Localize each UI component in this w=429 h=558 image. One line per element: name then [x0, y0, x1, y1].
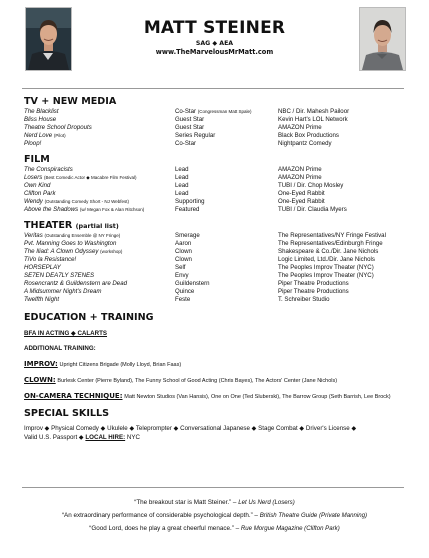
tv-credit-row	[24, 108, 408, 116]
credit-title	[24, 108, 59, 116]
credit-company: The Representatives/Edinburgh Fringe	[278, 240, 383, 247]
credit-role-text: Quince	[175, 288, 195, 295]
credit-role	[175, 248, 192, 256]
theater-credit-row	[24, 264, 408, 272]
credit-note: (Outstanding Comedy Short - NJ Webfest)	[44, 199, 130, 204]
credit-company: One-Eyed Rabbit	[278, 198, 325, 205]
theater-credit-row	[24, 288, 408, 296]
credit-note: (workshop)	[100, 249, 123, 254]
credit-role	[175, 140, 196, 148]
section-heading-skills: SPECIAL SKILLS	[24, 408, 110, 419]
credit-role	[175, 190, 189, 198]
credit-title	[24, 198, 129, 206]
credit-company: The Peoples Improv Theater (NYC)	[278, 272, 374, 279]
credit-company: Kevin Hart's LOL Network	[278, 116, 348, 123]
credit-title	[24, 264, 61, 272]
degree: BFA IN ACTING ◆ CALARTS	[24, 330, 108, 337]
credit-role	[175, 288, 194, 296]
theater-credit-row	[24, 248, 408, 256]
actor-name: MATT STEINER	[143, 18, 286, 38]
credit-title	[24, 174, 136, 182]
quote-line: “An extraordinary performance of considerable psychological depth.” – British Theatre Guide (Private Manning)	[61, 512, 368, 519]
credit-role	[175, 132, 215, 140]
film-credit-row	[24, 182, 408, 190]
credit-title	[24, 256, 76, 264]
section-heading-tv: TV + NEW MEDIA	[24, 96, 117, 107]
credit-role	[175, 264, 186, 272]
credit-title-text: Wendy	[24, 198, 43, 205]
credit-title-text: Twelfth Night	[24, 296, 60, 303]
credit-title	[24, 166, 73, 174]
credit-role-text: Guest Star	[175, 124, 205, 131]
credit-role-text: Lead	[175, 166, 189, 173]
credit-title	[24, 240, 116, 248]
quote-line: “The breakout star is Matt Steiner.” – Let Us Nerd (Losers)	[134, 499, 295, 506]
tv-credit-row	[24, 140, 408, 148]
improv-text: Upright Citizens Brigade (Molly Lloyd, Brian Faas)	[59, 362, 182, 368]
credit-company: TUBI / Dir. Chop Mosley	[278, 182, 344, 189]
credit-role-text: Co-Star	[175, 108, 196, 115]
credit-role-text: Lead	[175, 182, 189, 189]
credit-role	[175, 240, 191, 248]
credit-title-text: Above the Shadows	[24, 206, 79, 213]
on-camera-label: ON-CAMERA TECHNIQUE:	[24, 392, 123, 400]
theater-credit-row	[24, 256, 408, 264]
credit-role	[175, 256, 192, 264]
skills-line-2-pre: Valid U.S. Passport ◆	[24, 434, 86, 441]
clown-label: CLOWN:	[24, 376, 56, 384]
quote-text: “The breakout star is Matt Steiner.”	[134, 499, 232, 506]
credit-title-text: Rosencrantz & Guildenstern are Dead	[24, 280, 127, 287]
credit-title	[24, 140, 41, 148]
credit-role	[175, 232, 200, 240]
theater-credit-row	[24, 240, 408, 248]
theater-credit-row	[24, 280, 408, 288]
tv-credits	[24, 108, 408, 148]
credit-note: (Pilot)	[53, 133, 66, 138]
resume-body	[24, 96, 408, 442]
quote-text: “Good Lord, does he play a great cheerful menace.”	[89, 525, 234, 532]
special-skills	[24, 424, 408, 442]
credit-company: Black Box Productions	[278, 132, 339, 139]
credit-role	[175, 206, 199, 214]
credit-title-text: Bliss House	[24, 116, 57, 123]
credit-title	[24, 132, 66, 140]
credit-role-text: Feste	[175, 296, 191, 303]
resume-header	[0, 18, 429, 56]
theater-credit-row	[24, 272, 408, 280]
credit-role-text: Supporting	[175, 198, 205, 205]
credit-company: Logic Limited, Ltd./Dir. Jane Nichols	[278, 256, 375, 263]
improv-label: IMPROV:	[24, 360, 58, 368]
credit-role-text: Series Regular	[175, 132, 216, 139]
credit-title-text: The Iliad: A Clown Odyssey	[24, 248, 99, 255]
section-heading-film: FILM	[24, 154, 50, 165]
film-credit-row	[24, 206, 408, 214]
credit-note: (Outstanding Ensemble @ NY Fringe)	[44, 233, 121, 238]
local-hire-label: LOCAL HIRE:	[85, 434, 126, 441]
credit-title-text: Theatre School Dropouts	[24, 124, 92, 131]
film-credit-row	[24, 198, 408, 206]
quote-text: “An extraordinary performance of considerable psychological depth.”	[61, 512, 253, 519]
credit-role-text: Clown	[175, 256, 192, 263]
credit-role-text: Featured	[175, 206, 200, 213]
quote-source: Let Us Nerd (Losers)	[238, 499, 295, 506]
credit-title-text: TiVo la Resistance!	[24, 256, 77, 263]
press-quotes	[0, 499, 429, 538]
credit-role-text: Envy	[175, 272, 189, 279]
theater-heading-text: THEATER	[24, 220, 73, 231]
tv-credit-row	[24, 124, 408, 132]
credit-role	[175, 272, 189, 280]
credit-title	[24, 182, 50, 190]
credit-title	[24, 280, 127, 288]
credit-role-note: (Congressman Matt Spale)	[197, 109, 252, 114]
credit-title-text: The Conspiracists	[24, 166, 73, 173]
credit-role-text: Co-Star	[175, 140, 196, 147]
top-divider	[22, 88, 404, 89]
credit-role	[175, 166, 189, 174]
credit-title-text: Nerd Love	[24, 132, 53, 139]
credit-title-text: Losers	[24, 174, 43, 181]
film-credit-row	[24, 166, 408, 174]
credit-title	[24, 248, 122, 256]
credit-role	[175, 108, 251, 116]
credit-title	[24, 296, 59, 304]
credit-role-text: Guest Star	[175, 116, 205, 123]
theater-credit-row	[24, 296, 408, 304]
credit-company: Shakespeare & Co./Dir. Jane Nichols	[278, 248, 379, 255]
credit-title-text: Pvt. Manning Goes to Washington	[24, 240, 117, 247]
credit-title-text: Ploop!	[24, 140, 42, 147]
credit-role-text: Guildenstern	[175, 280, 210, 287]
credit-role-text: Self	[175, 264, 186, 271]
theater-credits	[24, 232, 408, 304]
credit-note: (Best Comedic Actor ◆ Macabre Film Festival)	[44, 175, 137, 180]
credit-company: Nightpantz Comedy	[278, 140, 332, 147]
quote-source: Rue Morgue Magazine (Clifton Park)	[240, 525, 340, 532]
credit-company: Piper Theatre Productions	[278, 280, 349, 287]
training-section	[24, 330, 408, 400]
credit-role	[175, 198, 204, 206]
film-credit-row	[24, 174, 408, 182]
credit-title	[24, 116, 56, 124]
credit-role	[175, 280, 210, 288]
credit-company: TUBI / Dir. Claudia Myers	[278, 206, 347, 213]
film-credits	[24, 166, 408, 214]
credit-role	[175, 182, 189, 190]
credit-role-text: Lead	[175, 174, 189, 181]
credit-title	[24, 190, 56, 198]
credit-role-text: Smerage	[175, 232, 200, 239]
credit-title	[24, 124, 92, 132]
quote-line: “Good Lord, does he play a great cheerful menace.” – Rue Morgue Magazine (Clifton Park)	[89, 525, 340, 532]
credit-role	[175, 296, 190, 304]
credit-title-text: Clifton Park	[24, 190, 56, 197]
credit-title	[24, 272, 94, 280]
additional-training-label: ADDITIONAL TRAINING:	[24, 345, 96, 352]
credit-title-text: The Blacklist	[24, 108, 59, 115]
tv-credit-row	[24, 116, 408, 124]
credit-note: (w/ Megan Fox & Alan Ritchson)	[79, 207, 145, 212]
section-heading-theater	[24, 220, 408, 232]
bottom-divider	[22, 487, 404, 488]
credit-company: The Representatives/NY Fringe Festival	[278, 232, 386, 239]
clown-text: Burlesk Center (Pierre Byland), The Funny School of Good Acting (Chris Bayes), The Actors' Center (Jane Nichols)	[57, 378, 338, 384]
quote-source: British Theatre Guide (Private Manning)	[259, 512, 368, 519]
credit-title	[24, 232, 120, 240]
theater-subheading: (partial list)	[75, 222, 119, 230]
credit-company: NBC / Dir. Mahesh Pailoor	[278, 108, 350, 115]
film-credit-row	[24, 190, 408, 198]
credit-title-text: Veritas	[24, 232, 43, 239]
credit-title	[24, 288, 101, 296]
skills-line-2	[24, 433, 408, 442]
skills-line-1: Improv ◆ Physical Comedy ◆ Ukulele ◆ Teleprompter ◆ Conversational Japanese ◆ Stage Combat ◆ Driver's License ◆	[24, 425, 357, 432]
credit-company: AMAZON Prime	[278, 166, 322, 173]
credit-title-text: HORSEPLAY	[24, 264, 61, 271]
credit-role-text: Aaron	[175, 240, 192, 247]
skills-line-2-post: NYC	[125, 434, 140, 441]
section-heading-education: EDUCATION + TRAINING	[24, 312, 154, 323]
tv-credit-row	[24, 132, 408, 140]
credit-role	[175, 124, 204, 132]
credit-company: AMAZON Prime	[278, 174, 322, 181]
credit-role	[175, 116, 204, 124]
credit-role-text: Lead	[175, 190, 189, 197]
theater-credit-row	[24, 232, 408, 240]
credit-company: AMAZON Prime	[278, 124, 322, 131]
union-affiliations: SAG ◆ AEA	[195, 40, 234, 47]
credit-company: The Peoples Improv Theater (NYC)	[278, 264, 374, 271]
credit-title-text: SE7EN DEA7LY S7ENES	[24, 272, 95, 279]
credit-company: One-Eyed Rabbit	[278, 190, 325, 197]
credit-title-text: Own Kind	[24, 182, 51, 189]
on-camera-text: Matt Newton Studios (Van Hansis), One on One (Ted Sluberski), The Barrow Group (Seth Barrish, Lee Brock)	[124, 394, 391, 400]
credit-title	[24, 206, 144, 214]
credit-title-text: A Midsummer Night's Dream	[24, 288, 102, 295]
credit-company: T. Schreiber Studio	[278, 296, 330, 303]
credit-company: Piper Theatre Productions	[278, 288, 349, 295]
website-link[interactable]: www.TheMarvelousMrMatt.com	[155, 48, 274, 56]
credit-role-text: Clown	[175, 248, 192, 255]
credit-role	[175, 174, 189, 182]
